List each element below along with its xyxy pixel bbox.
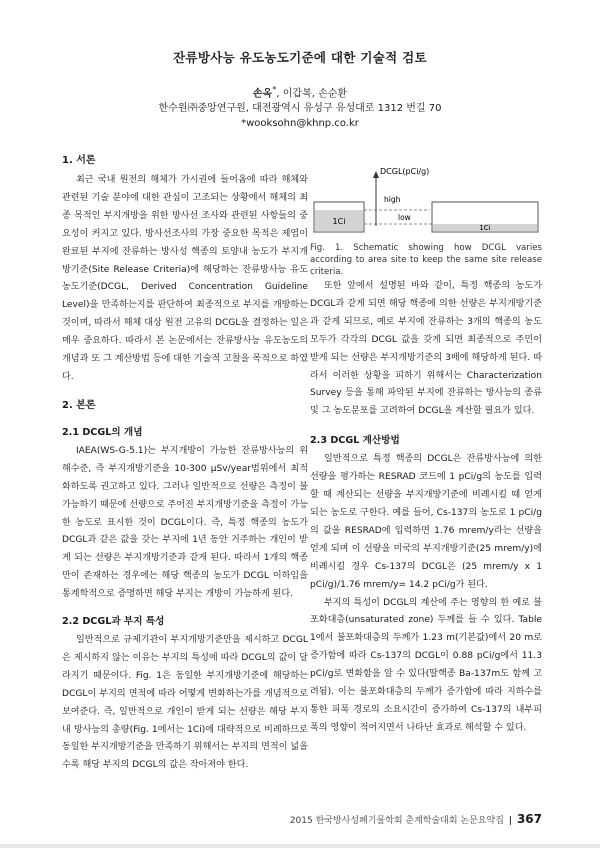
subsection-heading-2-1: 2.1 DCGL의 개념 [62, 426, 143, 438]
subsection-heading-2-3: 2.3 DCGL 계산방법 [310, 435, 400, 447]
right-column [310, 150, 542, 738]
paragraph-2-3-b: 부지의 특성이 DCGL의 계산에 주는 영향의 한 예로 불포화대층(unsaturated zone) 두께를 들 수 있다. Table 1에서 불포화대층의 두께가 1.23 m(기본값)에서 20 m로 증가함에 따라 Cs-137의 DCGL이 0.88 pCi/g에서 11.3 pCi/g로 변화함을 알 수 있다(딸핵종 Ba-137m도 함께 고려됨). 이는 불포화대층의 두께가 증가함에 따라 지하수를 통한 피폭 경로의 소요시간이 증가하여 Cs-137의 내부피폭의 영향이 적어지면서 나타난 효과로 해석할 수 있다. [310, 597, 542, 733]
section-heading-intro: 1. 서론 [62, 155, 96, 166]
corresponding-email[interactable]: *wooksohn@khnp.co.kr [241, 118, 359, 129]
subsection-heading-2-2: 2.2 DCGL과 부지 특성 [62, 616, 165, 628]
paragraph-2-1: IAEA(WS-G-5.1)는 부지개방이 가능한 잔류방사능의 위해수준, 즉 부지개방기준을 10-300 μSv/year범위에서 최적화하도록 권고하고 있다. 그러나 일반적으로 선량은 측정이 불가능하기 때문에 선량으로 주어진 부지개방기준을 측정이 가능한 농도로 표시한 것이 DCGL이다. 즉, 특정 핵종의 농도가 DCGL과 같은 값을 갖는 부지에 1년 동안 거주하는 개인이 받게 되는 선량은 부지개방기준과 같게 된다. 따라서 1개의 핵종만이 존재하는 경우에는 해당 핵종의 농도가 DCGL 이하임을 통계학적으로 증명하면 해당 부지는 개방이 가능하게 된다. [62, 445, 308, 600]
axis-arrowhead [373, 171, 379, 178]
section-heading-body: 2. 본론 [62, 399, 96, 411]
paragraph-2-2-cont: 또한 앞에서 설명된 바와 같이, 특정 핵종의 농도가 DCGL과 같게 되면 해당 핵종에 의한 선량은 부지개방기준과 같게 되므로, 예로 부지에 잔류하는 3개의 핵종의 농도 모두가 각각의 DCGL 값을 갖게 되면 최종적으로 주민이 받게 되는 선량은 부지개방기준의 3배에 해당하게 된다. 따라서 이러한 상황을 피하기 위해서는 Characterization Survey 등을 통해 파악된 부지에 잔류하는 방사능의 종류 및 그 농도분포를 고려하여 DCGL을 계산할 필요가 있다. [310, 281, 542, 417]
lead-author: 손옥 [252, 88, 273, 100]
figure-1-schematic [310, 162, 542, 242]
figure-1 [310, 162, 542, 242]
low-label: low [398, 213, 411, 222]
footer-separator: | [508, 816, 513, 826]
affiliation: 한수원㈜중앙연구원, 대전광역시 유성구 유성대로 1312 번길 70 [158, 103, 442, 114]
paragraph-2-2: 일반적으로 규제기관이 부지개방기준만을 제시하고 DCGL은 제시하지 않는 이유는 부지의 특성에 따라 DCGL의 값이 달라지기 때문이다. Fig. 1은 동일한 부지개방기준에 해당하는 DCGL이 부지의 면적에 따라 어떻게 변화하는가를 개념적으로 보여준다. 즉, 일반적으로 개인이 받게 되는 선량은 해당 부지내 방사능의 총량(Fig. 1에서는 1Ci)에 대략적으로 비례하므로 동일한 부지개방기준을 만족하기 위해서는 부지의 면적이 넓을수록 해당 부지의 DCGL의 값은 작아져야 한다. [62, 635, 308, 771]
figure-1-caption: Fig. 1. Schematic showing how DCGL varies according to area site to keep the same site release criteria. [310, 243, 542, 277]
left-column [62, 150, 308, 775]
corresponding-mark: * [272, 84, 277, 94]
intro-paragraph: 최근 국내 원전의 해체가 가시권에 들어옴에 따라 해체와 관련된 기술 분야에 대한 관심이 고조되는 상황에서 해체의 최종 목적인 부지개방을 위한 방사선 조사와 관련된 사항들의 중요성이 커지고 있다. 방사선조사의 가장 중요한 목적은 제염이 완료된 부지에 잔류하는 방사성 핵종의 토양내 농도가 부지개방기준(Site Release Criteria)에 해당하는 잔류방사능 유도농도기준(DCGL, Derived Concentration Guideline Level)을 만족하는지를 판단하여 최종적으로 부지를 개방하는 것이며, 따라서 해체 대상 원전 고유의 DCGL을 결정하는 일은 매우 중요하다. 따라서 본 논문에서는 잔류방사능 유도농도의 개념과 또 그 계산방법 등에 대한 기술적 고찰을 목적으로 하였다. [62, 175, 308, 382]
page-number: 367 [516, 812, 542, 826]
paper-title: 잔류방사능 유도농도기준에 대한 기술적 검토 [173, 50, 427, 65]
page-footer [290, 812, 542, 826]
bottom-rule [0, 844, 600, 848]
paragraph-2-3-a: 일반적으로 특정 핵종의 DCGL은 잔류방사능에 의한 선량을 평가하는 RESRAD 코드에 1 pCi/g의 농도를 입력할 때 계산되는 선량을 부지개방기준에 비례시킬 때 얻게 되는 농도로 구한다. 예를 들어, Cs-137의 농도로 1 pCi/g의 값을 RESRAD에 입력하면 1.76 mrem/y라는 선량을 얻게 되며 이 선량을 미국의 부지개방기준(25 mrem/y)에 비례시킬 경우 Cs-137의 DCGL은 (25 mrem/y x 1 pCi/g)/1.76 mrem/y= 14.2 pCi/g가 된다. [310, 454, 542, 590]
co-authors: , 이갑복, 손순환 [276, 88, 348, 100]
high-label: high [384, 195, 401, 204]
axis-label: DCGL(pCi/g) [380, 167, 430, 176]
right-box-label: 1Ci [479, 224, 491, 232]
left-box-label: 1Ci [332, 217, 346, 226]
journal-name: 2015 한국방사성폐기물학회 춘계학술대회 논문요약집 [289, 816, 504, 826]
